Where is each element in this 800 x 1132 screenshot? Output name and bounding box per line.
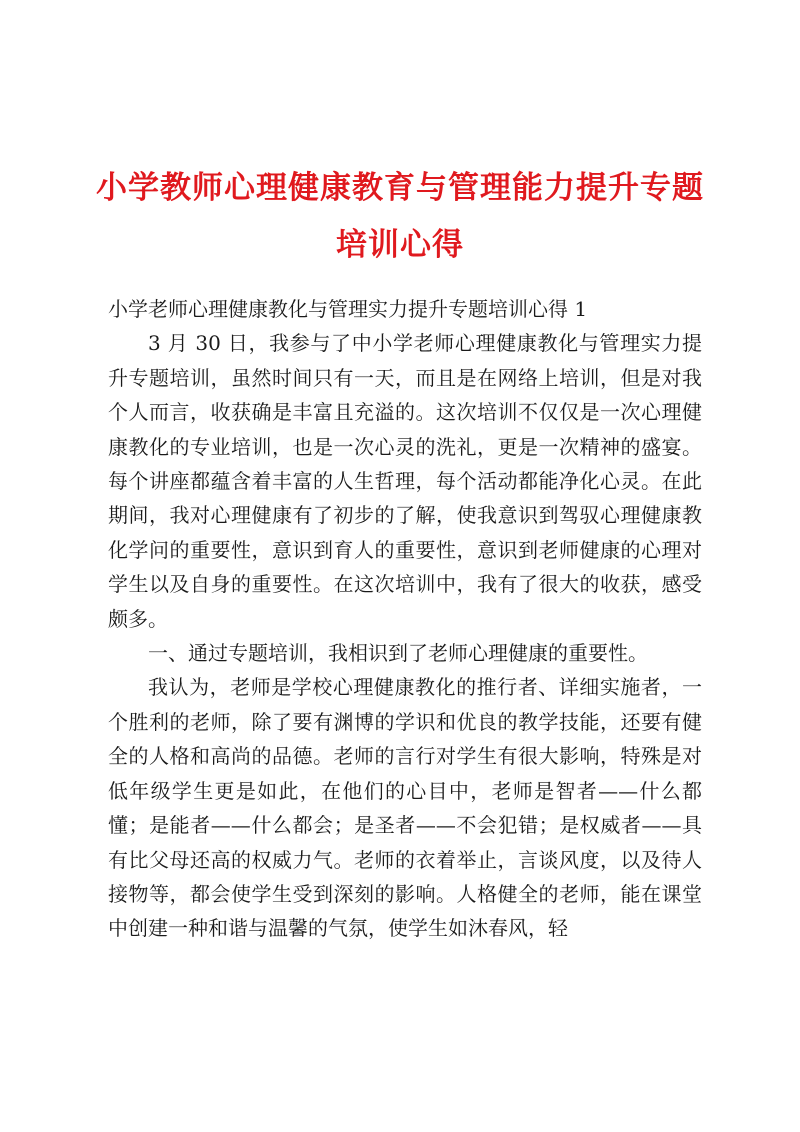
document-title: 小学教师心理健康教育与管理能力提升专题培训心得 (96, 170, 704, 263)
document-body (108, 292, 702, 946)
section-heading: 小学老师心理健康教化与管理实力提升专题培训心得 1 (108, 297, 588, 321)
paragraph-2: 一、通过专题培训，我相识到了老师心理健康的重要性。 (148, 641, 648, 666)
paragraph-3: 我认为，老师是学校心理健康教化的推行者、详细实施者，一个胜利的老师，除了要有渊博的学识和优良的教学技能，还要有健全的人格和高尚的品德。老师的言行对学生有很大影响，特殊是对低年级学生更是如此，在他们的心目中，老师是智者——什么都懂；是能者——什么都会；是圣者——不会犯错；是权威者——具有比父母还高的权威力气。老师的衣着举止，言谈风度，以及待人接物等，都会使学生受到深刻的影响。人格健全的老师，能在课堂中创建一种和谐与温馨的气氛，使学生如沐春风，轻 (108, 675, 702, 941)
paragraph-1: 3 月 30 日，我参与了中小学老师心理健康教化与管理实力提升专题培训，虽然时间只有一天，而且是在网络上培训，但是对我个人而言，收获确是丰富且充溢的。这次培训不仅仅是一次心理健康教化的专业培训，也是一次心灵的洗礼，更是一次精神的盛宴。每个讲座都蕴含着丰富的人生哲理，每个活动都能净化心灵。在此期间，我对心理健康有了初步的了解，使我意识到驾驭心理健康教化学问的重要性，意识到育人的重要性，意识到老师健康的心理对学生以及自身的重要性。在这次培训中，我有了很大的收获，感受颇多。 (108, 331, 702, 631)
